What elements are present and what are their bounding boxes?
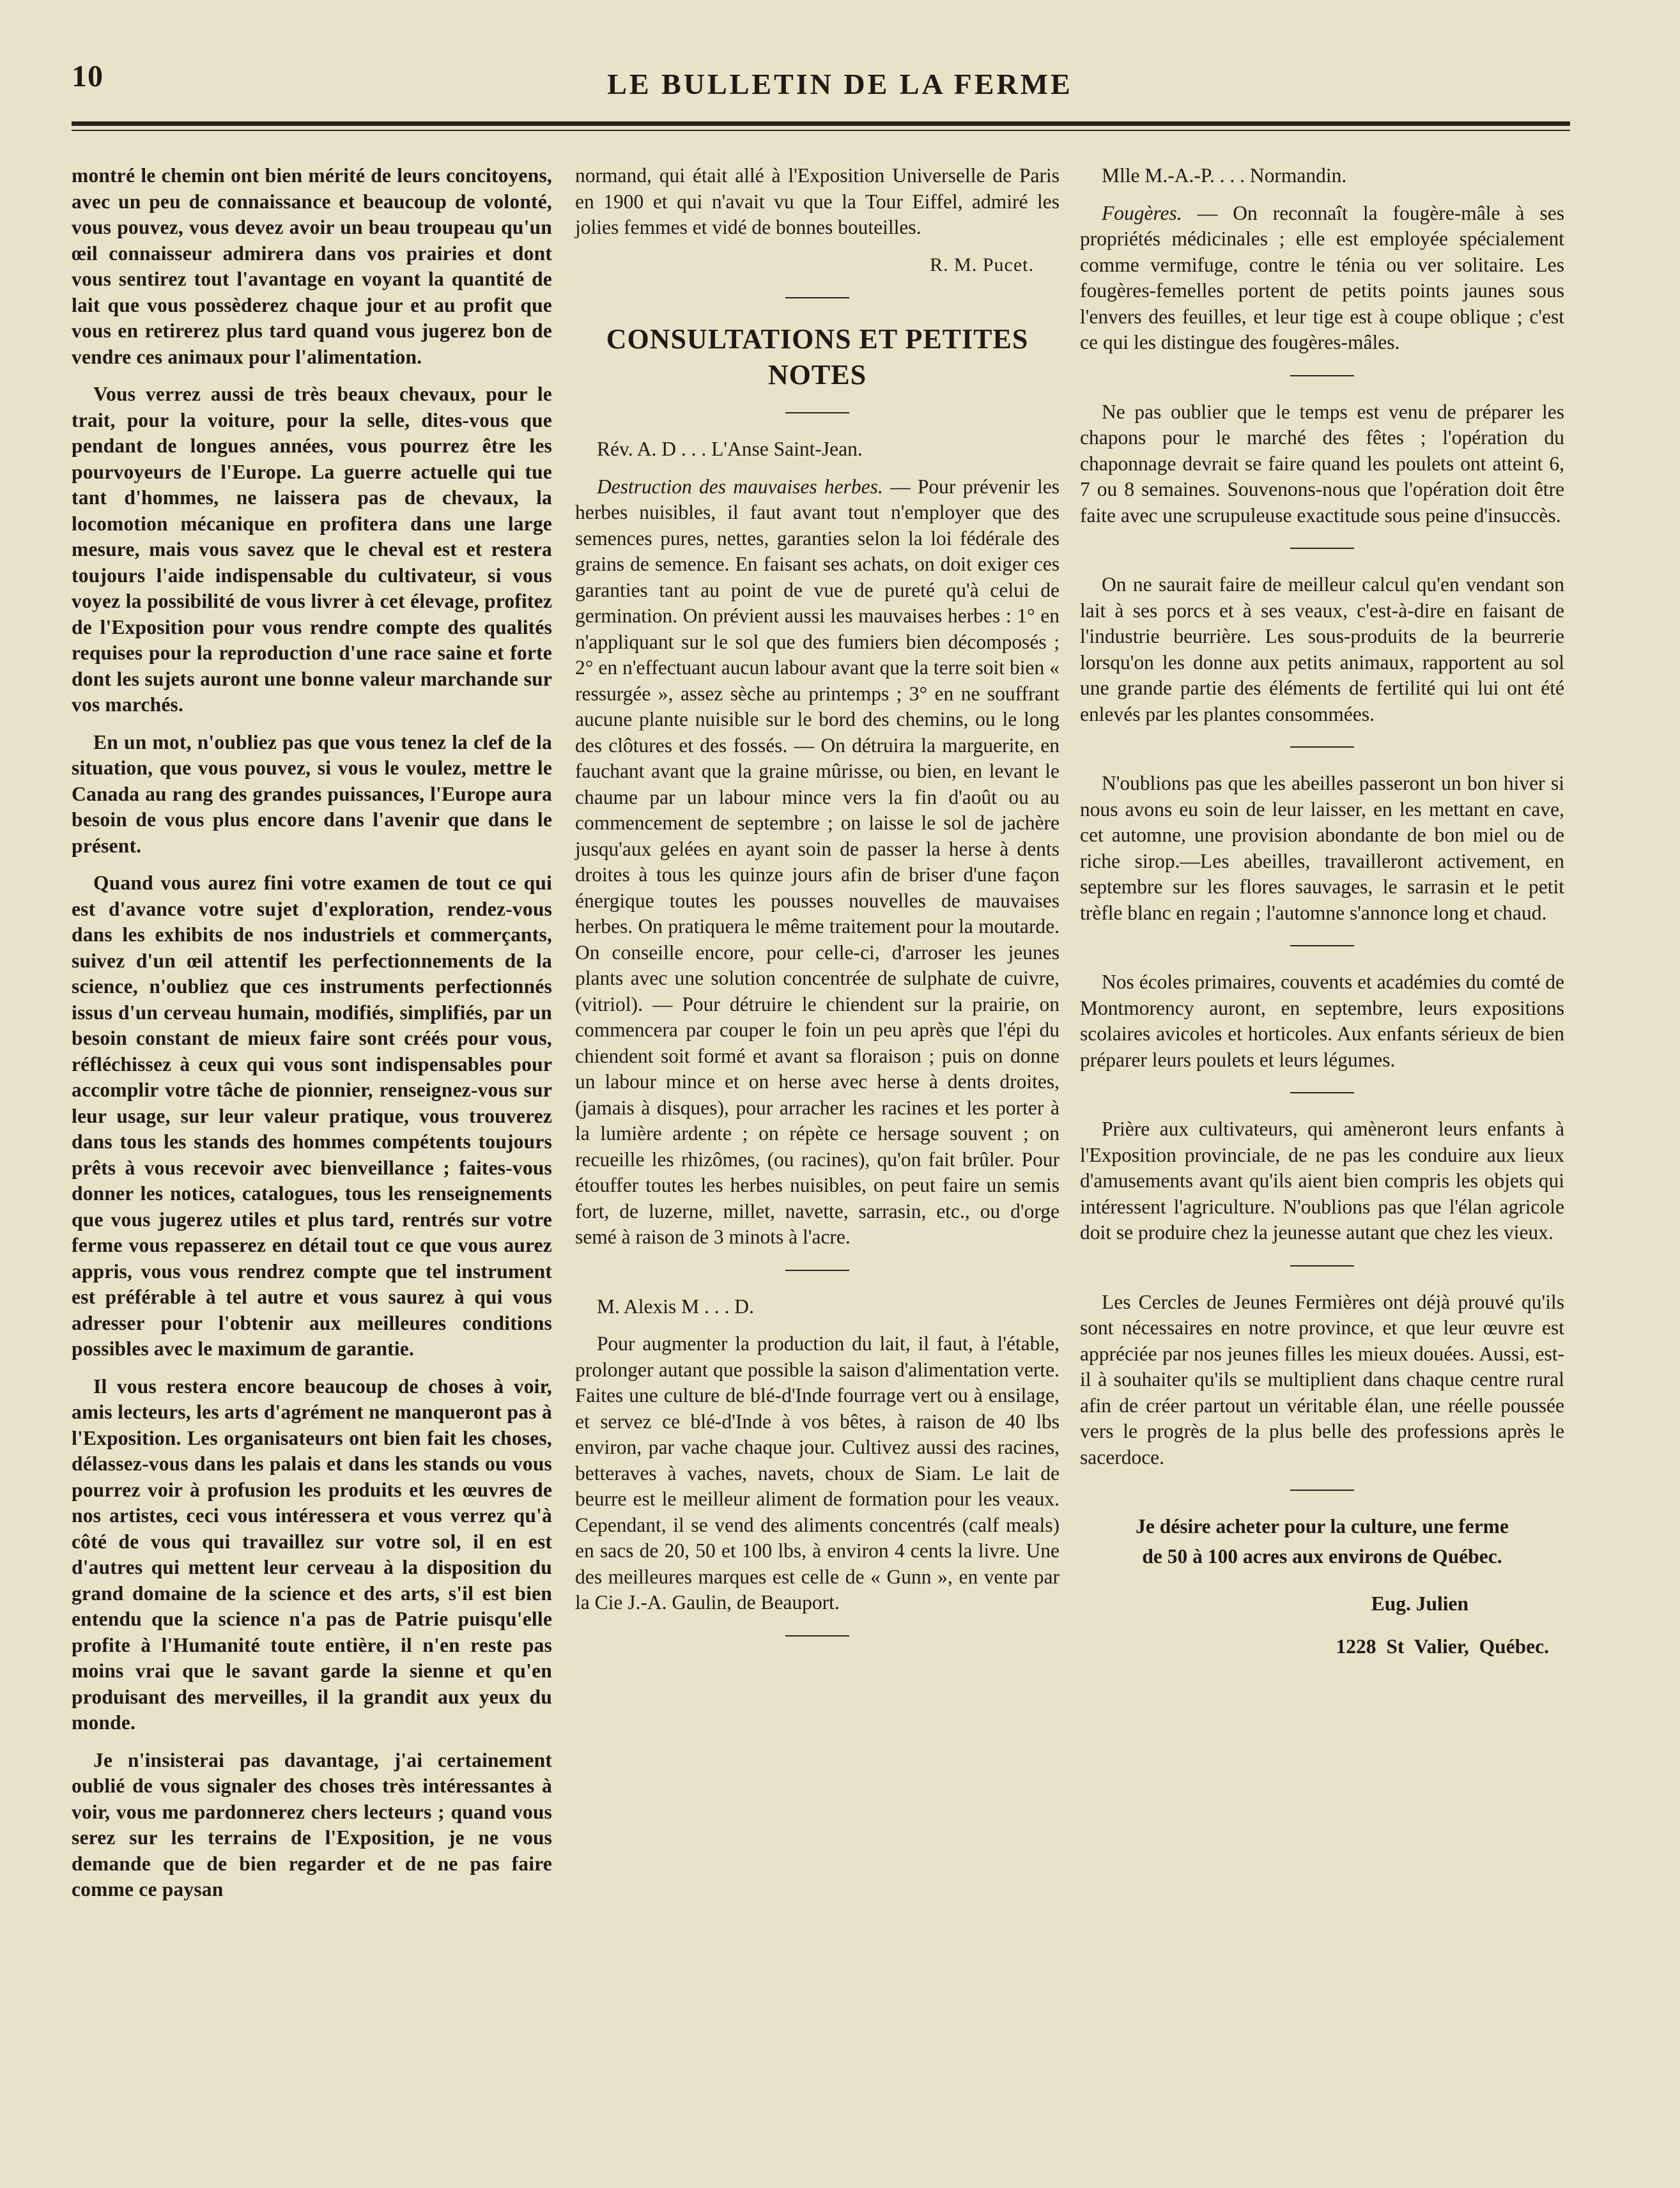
note-paragraph: On ne saurait faire de meilleur calcul qu'en vendant son lait à ses porcs et à ses veaux, c'est-à-dire en faisant de l'industrie beurrière. Les sous-produits de la beurrerie lorsqu'on les donne aux petits animaux, rapportent au sol une grande partie des éléments de fertilité qui lui ont été enlevés par les plantes consommées. — [1080, 573, 1564, 725]
note-paragraph: Prière aux cultivateurs, qui amèneront leurs enfants à l'Exposition provinciale, de ne pas les conduire aux lieux d'amusements avant qu'ils aient bien compris les objets qui intéressent l'agriculture. N'oublions pas que l'élan agricole doit se produire chez la jeunesse autant que chez les vieux. — [1080, 1118, 1564, 1244]
running-title: LE BULLETIN DE LA FERME — [607, 68, 1073, 100]
correspondent-line: Rév. A. D . . . L'Anse Saint-Jean. — [597, 438, 863, 460]
classified-ad — [1080, 1514, 1564, 1660]
consultation-body: — On reconnaît la fougère-mâle à ses propriétés médicinales ; elle est employée spécialement comme vermifuge, contre le ténia ou ver solitaire. Les fougères-femelles portent de petits points jaunes sous l'envers des feuilles, et leur tige est à coupe oblique ; c'est ce qui les distingue des fougères-mâles. — [1080, 201, 1565, 353]
col1-paragraph: Quand vous aurez fini votre examen de tout ce qui est d'avance votre sujet d'exploration, rendez-vous dans les exhibits de nos industriels et commerçants, suivez d'un œil attentif les perfectionnements de la science, n'oubliez que ces instruments perfectionnés issus d'un cerveau humain, modifiés, simplifiés, par un besoin constant de mieux faire sont créés pour vous, réfléchissez à ceux qui vous sont indispensables pour accomplir votre tâche de pionnier, renseignez-vous sur leur usage, sur leur valeur pratique, vous trouverez dans tous les stands des hommes compétents toujours prêts à vous recevoir avec bienveillance ; faites-vous donner les notices, catalogues, tous les renseignements que vous jugerez utiles et plus tard, rentrés sur votre ferme vous repasserez en détail tout ce que vous aurez appris, vous vous rendrez compte que tel instrument est préférable à tel autre et vous saurez à qui vous adresser pour l'obtenir aux meilleures conditions possibles avec le maximum de garantie. — [72, 872, 552, 1360]
separator-rule — [1290, 746, 1354, 748]
consultation-milk: Pour augmenter la production du lait, il faut, à l'étable, prolonger autant que possible la saison d'alimentation verte. Faites une culture de blé-d'Inde fourrage vert ou à ensilage, et servez ce blé-d'Inde à vos bêtes, à raison de 40 lbs environ, par vache chaque jour. Cultivez aussi des racines, betteraves à vaches, navets, choux de Siam. Le lait de beurre est le meilleur aliment de formation pour les veaux. Cependant, il se vend des aliments concentrés (calf meals) en sacs de 20, 50 et 100 lbs, à environ 4 cents la livre. Une des meilleures marques est celle de « Gunn », en vente par la Cie J.-A. Gaulin, de Beauport. — [575, 1332, 1060, 1614]
col2-continuation: normand, qui était allé à l'Exposition Universelle de Paris en 1900 et qui n'avait vu que la Tour Eiffel, admiré les jolies femmes et vidé de bonnes bouteilles. — [575, 164, 1060, 238]
ad-text-line: Je désire acheter pour la culture, une ferme — [1136, 1515, 1509, 1537]
note-paragraph: Ne pas oublier que le temps est venu de préparer les chapons pour le marché des fêtes ; l'opération du chaponnage devrait se faire quand les poulets ont atteint 6, 7 ou 8 semaines. Souvenons-nous que l'opération doit être faite avec une scrupuleuse exactitude sous peine d'insuccès. — [1080, 400, 1564, 527]
separator-rule — [1290, 548, 1354, 549]
column-1 — [72, 163, 552, 1914]
note-paragraph: Les Cercles de Jeunes Fermières ont déjà prouvé qu'ils sont nécessaires en notre province, et que leur œuvre est appréciée par nos jeunes filles les mieux douées. Aussi, est-il à souhaiter qu'ils se multiplient dans chaque centre rural afin de créer partout un véritable élan, une réelle poussée vers le progrès de la plus belle des professions après le sacerdoce. — [1080, 1290, 1564, 1468]
separator-rule — [1290, 375, 1354, 376]
consultation-ferns — [1080, 201, 1564, 356]
ad-street: 1228 St Valier, — [1336, 1635, 1469, 1658]
ad-text-line: de 50 à 100 acres aux environs de Québec. — [1142, 1545, 1502, 1568]
separator-rule — [1290, 1490, 1354, 1491]
header-rule-thick — [72, 121, 1570, 126]
ad-signature-name: Eug. Julien — [1371, 1592, 1468, 1615]
separator-rule — [1290, 1092, 1354, 1093]
separator-rule — [785, 1270, 849, 1271]
column-2 — [575, 163, 1060, 1660]
separator-rule — [785, 297, 849, 298]
page-number: 10 — [72, 59, 104, 93]
correspondent-line: M. Alexis M . . . D. — [597, 1295, 754, 1318]
col1-paragraph: En un mot, n'oubliez pas que vous tenez la clef de la situation, que vous pouvez, si vous le voulez, mettre le Canada au rang des grandes puissances, l'Europe aura besoin de vous plus encore dans l'avenir que dans le présent. — [72, 730, 552, 857]
ad-signature-address — [1080, 1634, 1549, 1660]
separator-rule — [785, 412, 849, 413]
consultation-subtitle: Fougères. — [1102, 201, 1182, 224]
separator-rule — [1290, 1265, 1354, 1267]
column-3 — [1080, 163, 1564, 1660]
col1-paragraph: Il vous restera encore beaucoup de choses à voir, amis lecteurs, les arts d'agrément ne manqueront pas à l'Exposition. Les organisateurs ont bien fait les choses, délassez-vous dans les palais et dans les stands ou vous pourrez voir à profusion les produits et les œuvres de nos artistes, ceci vous intéressera et vous verrez qu'à côté de vous qui travaillez sur votre sol, il en est d'autres qui mettent leur cerveau à la disposition du grand domaine de la science et des arts, s'il est bien entendu que la science n'a pas de Patrie puisqu'elle profite à l'Humanité toute entière, il n'en reste pas moins vrai que le savant garde la sienne et qu'en produisant des merveilles, il la grandit aux yeux du monde. — [72, 1375, 552, 1734]
separator-rule — [785, 1635, 849, 1637]
section-heading: CONSULTATIONS ET PETITES NOTES — [606, 323, 1029, 390]
consultation-body: — Pour prévenir les herbes nuisibles, il faut avant tout n'employer que des semences pures, nettes, garanties selon la loi fédérale des grains de semence. En faisant ses achats, on doit exiger ces garanties tant au point de vue de pureté qu'à celui de germination. On prévient aussi les mauvaises herbes : 1° en n'appliquant sur le sol que des fumiers bien décomposés ; 2° en n'effectuant aucun labour avant que la terre soit bien « ressurgée », assez sèche au printemps ; 3° en ne souffrant aucune plante nuisible sur le bord des chemins, ou le long des clôtures et des fossés. — On détruira la marguerite, en fauchant avant que la graine mûrisse, ou bien, en levant le chaume par un labour mince vers la fin d'août ou au commencement de septembre ; on laisse le sol de jachère jusqu'aux gelées en ayant soin de passer la herse à dents droites à tous les quinze jours afin de briser d'une façon énergique toutes les pousses nouvelles de mauvaises herbes. On pratiquera le même traitement pour la moutarde. On conseille encore, pour celle-ci, d'arroser les jeunes plants avec une solution concentrée de sulphate de cuivre, (vitriol). — Pour détruire le chiendent sur la prairie, on commencera par couper le foin un peu après que l'épi du chiendent soit formé et avant sa floraison ; puis on donne un labour mince et on herse avec herse à dents droites, (jamais à disques), pour arracher les racines et les porter à la lumière ardente ; on répète ce hersage souvent ; on recueille les rhizômes, (ou racines), qu'on fait brûler. Pour étouffer toutes les herbes nuisibles, on peut faire un semis fort, de luzerne, millet, navette, sarrasin, etc., ou d'orge semé à raison de 3 minots à l'acre. — [575, 475, 1060, 1248]
col1-paragraph: Je n'insisterai pas davantage, j'ai certainement oublié de vous signaler des choses très intéressantes à voir, vous me pardonnerez chers lecteurs ; quand vous serez sur les terrains de l'Exposition, je ne vous demande que de bien regarder et de ne pas faire comme ce paysan — [72, 1748, 552, 1900]
consultation-subtitle: Destruction des mauvaises herbes. — [597, 475, 883, 498]
consultation-weeds — [575, 474, 1060, 1251]
col1-paragraph: Vous verrez aussi de très beaux chevaux, pour le trait, pour la voiture, pour la selle, dites-vous que pendant de longues années, vous pourrez être les pourvoyeurs de l'Europe. La guerre actuelle qui tue tant d'hommes, ne laissera pas de chevaux, la locomotion mécanique en profitera dans une large mesure, mais vous savez que le cheval est et restera toujours l'aide indispensable du cultivateur, si vous voyez la possibilité de vous livrer à cet élevage, profitez de l'Exposition pour vous rendre compte des qualités requises pour la reproduction d'une race saine et forte dont les sujets auront une bonne valeur marchande sur vos marchés. — [72, 383, 552, 716]
header-rule-thin — [72, 130, 1570, 131]
ad-city: Québec. — [1479, 1635, 1549, 1658]
note-paragraph: Nos écoles primaires, couvents et académies du comté de Montmorency auront, en septembre, leurs expositions scolaires avicoles et horticoles. Aux enfants sérieux de bien préparer leurs poulets et leurs légumes. — [1080, 971, 1564, 1071]
correspondent-line: Mlle M.-A.-P. . . . Normandin. — [1102, 164, 1347, 187]
author-signature: R. M. Pucet. — [930, 254, 1034, 275]
col1-paragraph: montré le chemin ont bien mérité de leurs concitoyens, avec un peu de connaissance et beaucoup de volonté, vous pouvez, vous devez avoir un beau troupeau qu'un œil connaisseur admirera dans vos prairies et dont vous sentirez tout l'avantage en voyant la quantité de lait que vous possèderez chaque jour et au profit que vous en retirerez plus tard quand vous jugerez bon de vendre ces animaux pour l'alimentation. — [72, 164, 552, 368]
separator-rule — [1290, 945, 1354, 946]
note-paragraph: N'oublions pas que les abeilles passeront un bon hiver si nous avons eu soin de leur laisser, en les mettant en cave, cet automne, une provision abondante de bon miel ou de riche sirop.—Les abeilles, travailleront activement, en septembre sur les flores sauvages, le sarrasin et le petit trèfle blanc en regain ; l'automne s'annonce long et chaud. — [1080, 772, 1564, 924]
